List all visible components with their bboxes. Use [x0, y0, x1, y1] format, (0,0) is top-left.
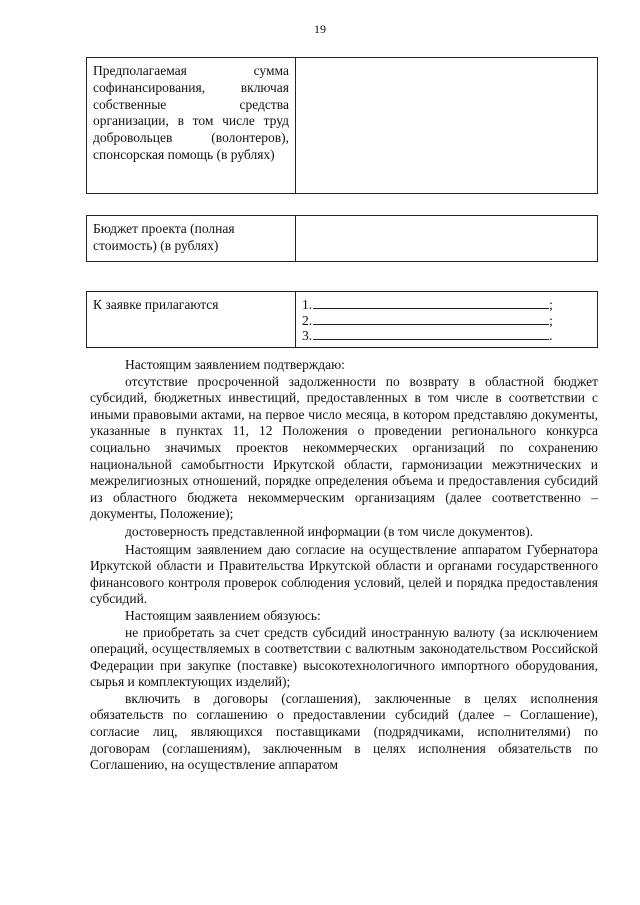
- attachments-label: К заявке прилагаются: [87, 292, 296, 348]
- attachment-blank[interactable]: [313, 296, 549, 309]
- attachment-blank[interactable]: [313, 312, 549, 325]
- attachment-blank[interactable]: [313, 327, 549, 340]
- reliability-paragraph: достоверность представленной информации (в том числе документов).: [125, 523, 534, 539]
- no-debt-paragraph: отсутствие просроченной задолженности по возврату в областной бюджет субсидий, бюджетных инвестиций, предоставленных в том числе в соответствии с иными правовыми актами, на первое число месяца, в котором представляю документы, указанные в пунктах 11, 12 Положения о проведении регионального конкурса социально значимых проектов некоммерческих организаций по сохранению национальной самобытности Иркутской области, гармонизации межэтнических и межрелигиозных отношений, порядке определения объема и предоставления субсидий из областного бюджета некоммерческим организациям (далее соответственно – документы, Положение);: [90, 373, 598, 522]
- confirm-heading: Настоящим заявлением подтверждаю:: [125, 357, 345, 372]
- budget-label: Бюджет проекта (полная стоимость) (в рублях): [87, 216, 296, 262]
- attachment-end: ;: [549, 312, 553, 328]
- currency-obligation-paragraph: не приобретать за счет средств субсидий иностранную валюту (за исключением операций, осуществляемых в соответствии с валютным законодательством Российской Федерации при закупке (поставке) высокотехнологичного импортного оборудования, сырья и комплектующих изделий);: [90, 624, 598, 690]
- cofinancing-value-field[interactable]: [296, 58, 598, 194]
- attachment-number: 1.: [302, 297, 313, 312]
- attachment-line[interactable]: [302, 312, 591, 328]
- attachment-end: ;: [549, 297, 553, 312]
- obligations-heading: Настоящим заявлением обязуюсь:: [125, 607, 321, 623]
- consent-paragraph: Настоящим заявлением даю согласие на осуществление аппаратом Губернатора Иркутской области и Правительства Иркутской области и органами государственного финансового контроля проверок соблюдения условий, целей и порядка предоставления субсидий.: [90, 541, 598, 607]
- attachment-end: .: [549, 328, 553, 343]
- budget-table: [86, 215, 598, 262]
- attachment-line[interactable]: [302, 327, 591, 343]
- attachments-table: [86, 291, 598, 348]
- cofinancing-label: Предполагаемая сумма софинансирования, включая собственные средства организации, в том числе труд добровольцев (волонтеров), спонсорская помощь (в рублях): [87, 58, 296, 194]
- contracts-obligation-paragraph: включить в договоры (соглашения), заключенные в целях исполнения обязательств по соглашению о предоставлении субсидий (далее – Соглашение), согласие лиц, являющихся поставщиками (подрядчиками, исполнителями) по договорам (соглашениям), заключенным в целях исполнения обязательств по Соглашению, на осуществление аппаратом: [90, 690, 598, 773]
- cofinancing-table: [86, 57, 598, 194]
- attachments-list: [296, 292, 598, 348]
- attachment-line[interactable]: [302, 296, 591, 312]
- declaration-text: [90, 357, 598, 774]
- attachment-number: 3.: [302, 328, 313, 343]
- budget-value-field[interactable]: [296, 216, 598, 262]
- page-number: 19: [314, 22, 326, 36]
- attachment-number: 2.: [302, 312, 313, 328]
